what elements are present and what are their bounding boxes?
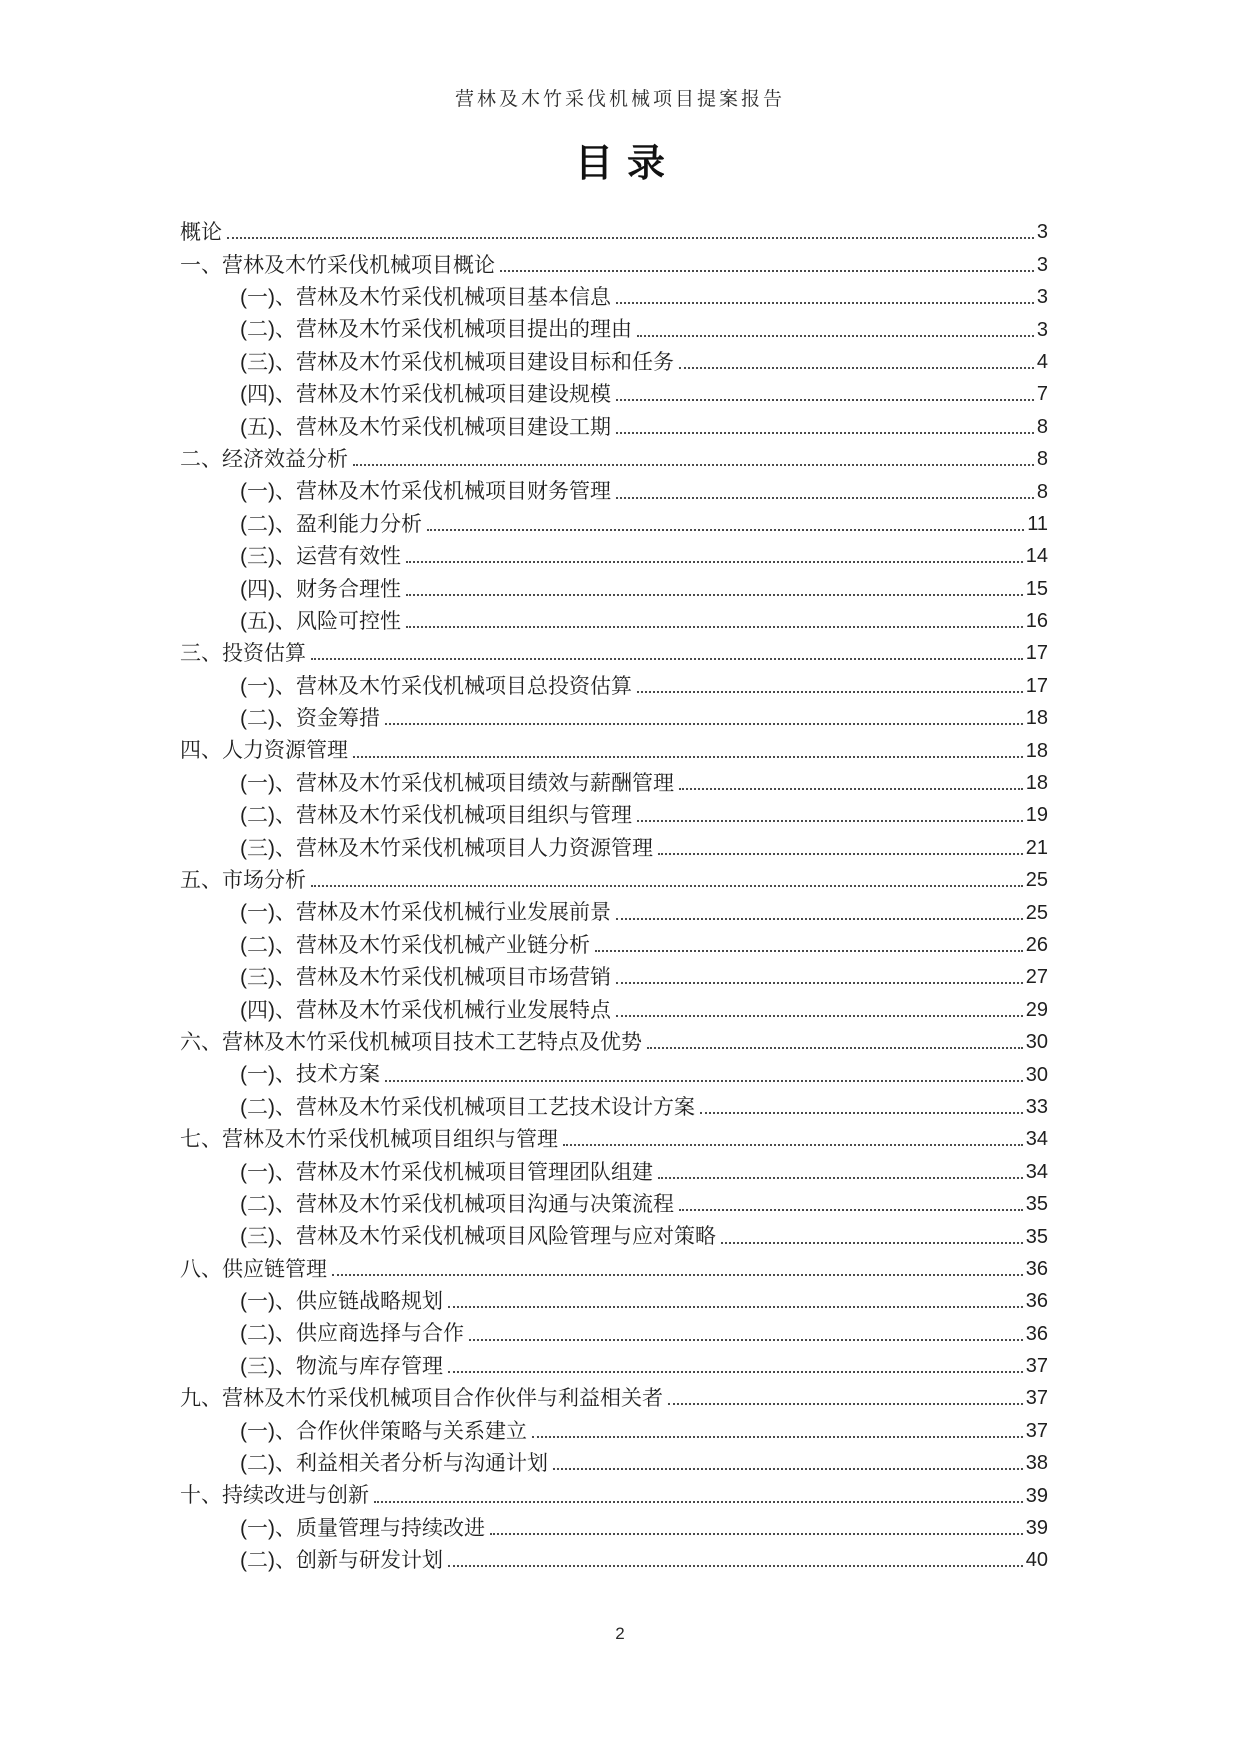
dotted-leader bbox=[406, 594, 1023, 596]
dotted-leader bbox=[374, 1501, 1023, 1503]
toc-entry-label: (二)、营林及木竹采伐机械项目提出的理由 bbox=[240, 318, 632, 342]
toc-entry-page: 36 bbox=[1025, 1257, 1048, 1280]
toc-entry-page: 39 bbox=[1025, 1517, 1048, 1540]
document-header-title: 营林及木竹采伐机械项目提案报告 bbox=[454, 89, 785, 110]
dotted-leader bbox=[658, 853, 1023, 855]
toc-entry[interactable] bbox=[180, 1348, 1048, 1380]
dotted-leader bbox=[448, 1371, 1023, 1373]
toc-entry-page: 18 bbox=[1025, 707, 1048, 730]
dotted-leader bbox=[637, 820, 1023, 822]
toc-entry[interactable] bbox=[180, 1251, 1048, 1283]
toc-entry[interactable] bbox=[180, 959, 1048, 991]
dotted-leader bbox=[406, 626, 1023, 628]
toc-entry[interactable] bbox=[180, 765, 1048, 797]
toc-entry-label: (二)、盈利能力分析 bbox=[240, 512, 422, 536]
toc-entry-page: 8 bbox=[1036, 480, 1048, 503]
dotted-leader bbox=[469, 1339, 1023, 1341]
toc-entry-label: (三)、营林及木竹采伐机械项目建设目标和任务 bbox=[240, 350, 674, 374]
toc-entry-page: 34 bbox=[1025, 1128, 1048, 1151]
toc-entry-page: 18 bbox=[1025, 739, 1048, 762]
dotted-leader bbox=[490, 1533, 1023, 1535]
toc-entry-page: 29 bbox=[1025, 998, 1048, 1021]
toc-entry-label: (一)、营林及木竹采伐机械项目总投资估算 bbox=[240, 674, 632, 698]
dotted-leader bbox=[385, 1080, 1023, 1082]
toc-entry[interactable] bbox=[180, 635, 1048, 667]
toc-entry-page: 25 bbox=[1025, 901, 1048, 924]
dotted-leader bbox=[658, 1177, 1023, 1179]
toc-entry-label: (四)、财务合理性 bbox=[240, 577, 401, 601]
toc-entry[interactable] bbox=[180, 1089, 1048, 1121]
dotted-leader bbox=[616, 1015, 1023, 1017]
toc-entry-page: 27 bbox=[1025, 966, 1048, 989]
dotted-leader bbox=[721, 1242, 1023, 1244]
toc-entry-page: 34 bbox=[1025, 1160, 1048, 1183]
toc-entry-page: 25 bbox=[1025, 869, 1048, 892]
toc-entry-label: 九、营林及木竹采伐机械项目合作伙伴与利益相关者 bbox=[180, 1387, 663, 1411]
toc-entry-page: 17 bbox=[1025, 674, 1048, 697]
toc-entry-label: (二)、创新与研发计划 bbox=[240, 1549, 443, 1573]
toc-entry-page: 30 bbox=[1025, 1063, 1048, 1086]
toc-entry-label: 一、营林及木竹采伐机械项目概论 bbox=[180, 253, 495, 277]
toc-entry[interactable] bbox=[180, 344, 1048, 376]
toc-entry-label: 二、经济效益分析 bbox=[180, 447, 348, 471]
toc-entry-label: (三)、运营有效性 bbox=[240, 545, 401, 569]
toc-entry-label: (四)、营林及木竹采伐机械项目建设规模 bbox=[240, 383, 611, 407]
dotted-leader bbox=[616, 918, 1023, 920]
toc-entry-page: 3 bbox=[1036, 253, 1048, 276]
toc-entry-label: (四)、营林及木竹采伐机械行业发展特点 bbox=[240, 998, 611, 1022]
dotted-leader bbox=[616, 302, 1034, 304]
toc-entry[interactable] bbox=[180, 570, 1048, 602]
dotted-leader bbox=[637, 691, 1023, 693]
toc-entry-label: (二)、营林及木竹采伐机械项目组织与管理 bbox=[240, 804, 632, 828]
dotted-leader bbox=[406, 561, 1023, 563]
toc-title: 目录 bbox=[574, 143, 679, 185]
toc-entry[interactable] bbox=[180, 1445, 1048, 1477]
toc-entry-page: 39 bbox=[1025, 1484, 1048, 1507]
toc-entry-page: 7 bbox=[1036, 383, 1048, 406]
dotted-leader bbox=[311, 885, 1023, 887]
toc-entry-page: 26 bbox=[1025, 933, 1048, 956]
toc-entry[interactable] bbox=[180, 927, 1048, 959]
toc-entry-label: (一)、营林及木竹采伐机械项目财务管理 bbox=[240, 480, 611, 504]
toc-entry[interactable] bbox=[180, 376, 1048, 408]
toc-entry[interactable] bbox=[180, 862, 1048, 894]
toc-entry-page: 33 bbox=[1025, 1095, 1048, 1118]
toc-entry-page: 8 bbox=[1036, 415, 1048, 438]
toc-entry-page: 17 bbox=[1025, 642, 1048, 665]
toc-entry[interactable] bbox=[180, 279, 1048, 311]
dotted-leader bbox=[679, 788, 1023, 790]
dotted-leader bbox=[448, 1306, 1023, 1308]
toc-entry-label: 三、投资估算 bbox=[180, 642, 306, 666]
dotted-leader bbox=[679, 1209, 1023, 1211]
toc-entry[interactable] bbox=[180, 1153, 1048, 1185]
toc-entry[interactable] bbox=[180, 603, 1048, 635]
toc-entry-label: (二)、利益相关者分析与沟通计划 bbox=[240, 1452, 548, 1476]
toc-entry-page: 40 bbox=[1025, 1549, 1048, 1572]
toc-entry-label: (五)、风险可控性 bbox=[240, 609, 401, 633]
toc-entry-page: 3 bbox=[1036, 221, 1048, 244]
toc-entry[interactable] bbox=[180, 732, 1048, 764]
toc-entry-label: (一)、营林及木竹采伐机械项目基本信息 bbox=[240, 285, 611, 309]
toc-entry-label: 四、人力资源管理 bbox=[180, 739, 348, 763]
toc-entry-page: 19 bbox=[1025, 804, 1048, 827]
toc-entry-page: 14 bbox=[1025, 545, 1048, 568]
dotted-leader bbox=[448, 1565, 1023, 1567]
toc-entry-page: 3 bbox=[1036, 286, 1048, 309]
dotted-leader bbox=[595, 950, 1023, 952]
toc-entry-label: (二)、营林及木竹采伐机械项目工艺技术设计方案 bbox=[240, 1095, 695, 1119]
toc-entry-label: (二)、供应商选择与合作 bbox=[240, 1322, 464, 1346]
toc-entry[interactable] bbox=[180, 667, 1048, 699]
toc-entry-label: (三)、营林及木竹采伐机械项目风险管理与应对策略 bbox=[240, 1225, 716, 1249]
toc-entry[interactable] bbox=[180, 700, 1048, 732]
dotted-leader bbox=[668, 1403, 1023, 1405]
toc-entry[interactable] bbox=[180, 1056, 1048, 1088]
dotted-leader bbox=[532, 1436, 1023, 1438]
toc-entry-page: 37 bbox=[1025, 1355, 1048, 1378]
toc-entry[interactable] bbox=[180, 538, 1048, 570]
toc-entry[interactable] bbox=[180, 829, 1048, 861]
toc-entry[interactable] bbox=[180, 408, 1048, 440]
toc-entry[interactable] bbox=[180, 1380, 1048, 1412]
toc-entry[interactable] bbox=[180, 1510, 1048, 1542]
toc-entry-page: 37 bbox=[1025, 1419, 1048, 1442]
toc-entry[interactable] bbox=[180, 1283, 1048, 1315]
toc-entry-label: (一)、质量管理与持续改进 bbox=[240, 1516, 485, 1540]
dotted-leader bbox=[679, 367, 1034, 369]
toc-entry-label: (一)、营林及木竹采伐机械行业发展前景 bbox=[240, 901, 611, 925]
dotted-leader bbox=[385, 723, 1023, 725]
toc-entry-page: 3 bbox=[1036, 318, 1048, 341]
toc-entry-label: (一)、营林及木竹采伐机械项目绩效与薪酬管理 bbox=[240, 771, 674, 795]
toc-entry-page: 21 bbox=[1025, 836, 1048, 859]
toc-entry-label: 六、营林及木竹采伐机械项目技术工艺特点及优势 bbox=[180, 1030, 642, 1054]
toc-list bbox=[180, 214, 1048, 1574]
toc-entry-label: 七、营林及木竹采伐机械项目组织与管理 bbox=[180, 1128, 558, 1152]
toc-entry-page: 35 bbox=[1025, 1193, 1048, 1216]
toc-entry-page: 15 bbox=[1025, 577, 1048, 600]
toc-entry-page: 11 bbox=[1027, 512, 1048, 535]
toc-entry-page: 16 bbox=[1025, 610, 1048, 633]
dotted-leader bbox=[616, 982, 1023, 984]
dotted-leader bbox=[616, 432, 1034, 434]
toc-entry[interactable] bbox=[180, 1024, 1048, 1056]
dotted-leader bbox=[616, 399, 1034, 401]
dotted-leader bbox=[553, 1468, 1023, 1470]
toc-entry[interactable] bbox=[180, 1121, 1048, 1153]
toc-entry-label: (二)、资金筹措 bbox=[240, 707, 380, 731]
dotted-leader bbox=[700, 1112, 1023, 1114]
dotted-leader bbox=[427, 529, 1024, 531]
toc-entry[interactable] bbox=[180, 1542, 1048, 1574]
toc-entry-label: (一)、技术方案 bbox=[240, 1063, 380, 1087]
toc-entry[interactable] bbox=[180, 506, 1048, 538]
dotted-leader bbox=[500, 270, 1034, 272]
toc-entry[interactable] bbox=[180, 473, 1048, 505]
dotted-leader bbox=[311, 658, 1023, 660]
toc-entry-page: 18 bbox=[1025, 772, 1048, 795]
toc-entry[interactable] bbox=[180, 1477, 1048, 1509]
toc-entry-label: (二)、营林及木竹采伐机械项目沟通与决策流程 bbox=[240, 1192, 674, 1216]
toc-entry-label: 十、持续改进与创新 bbox=[180, 1484, 369, 1508]
toc-entry[interactable] bbox=[180, 1412, 1048, 1444]
dotted-leader bbox=[563, 1144, 1023, 1146]
toc-entry-label: 五、市场分析 bbox=[180, 869, 306, 893]
toc-entry[interactable] bbox=[180, 246, 1048, 278]
toc-entry-page: 30 bbox=[1025, 1031, 1048, 1054]
toc-entry-label: (一)、供应链战略规划 bbox=[240, 1290, 443, 1314]
toc-entry[interactable] bbox=[180, 1186, 1048, 1218]
toc-entry-label: (三)、物流与库存管理 bbox=[240, 1354, 443, 1378]
toc-entry-label: 概论 bbox=[180, 221, 222, 245]
toc-entry[interactable] bbox=[180, 894, 1048, 926]
dotted-leader bbox=[637, 335, 1034, 337]
toc-entry-label: (五)、营林及木竹采伐机械项目建设工期 bbox=[240, 415, 611, 439]
page-number: 2 bbox=[615, 1624, 625, 1643]
toc-entry[interactable] bbox=[180, 991, 1048, 1023]
toc-entry-label: (三)、营林及木竹采伐机械项目人力资源管理 bbox=[240, 836, 653, 860]
dotted-leader bbox=[227, 237, 1034, 239]
dotted-leader bbox=[353, 464, 1034, 466]
toc-entry-label: (一)、合作伙伴策略与关系建立 bbox=[240, 1419, 527, 1443]
toc-entry[interactable] bbox=[180, 1315, 1048, 1347]
toc-entry-page: 4 bbox=[1036, 350, 1048, 373]
toc-entry[interactable] bbox=[180, 441, 1048, 473]
toc-entry-label: (二)、营林及木竹采伐机械产业链分析 bbox=[240, 933, 590, 957]
toc-entry-page: 8 bbox=[1036, 448, 1048, 471]
toc-entry-label: (三)、营林及木竹采伐机械项目市场营销 bbox=[240, 966, 611, 990]
dotted-leader bbox=[647, 1047, 1023, 1049]
dotted-leader bbox=[353, 756, 1023, 758]
toc-entry-label: (一)、营林及木竹采伐机械项目管理团队组建 bbox=[240, 1160, 653, 1184]
dotted-leader bbox=[332, 1274, 1023, 1276]
toc-entry[interactable] bbox=[180, 1218, 1048, 1250]
toc-entry[interactable] bbox=[180, 214, 1048, 246]
toc-entry[interactable] bbox=[180, 797, 1048, 829]
toc-entry-page: 38 bbox=[1025, 1452, 1048, 1475]
toc-entry-page: 36 bbox=[1025, 1290, 1048, 1313]
toc-entry-page: 35 bbox=[1025, 1225, 1048, 1248]
toc-entry-page: 36 bbox=[1025, 1322, 1048, 1345]
toc-entry[interactable] bbox=[180, 311, 1048, 343]
dotted-leader bbox=[616, 497, 1034, 499]
toc-entry-page: 37 bbox=[1025, 1387, 1048, 1410]
toc-entry-label: 八、供应链管理 bbox=[180, 1257, 327, 1281]
